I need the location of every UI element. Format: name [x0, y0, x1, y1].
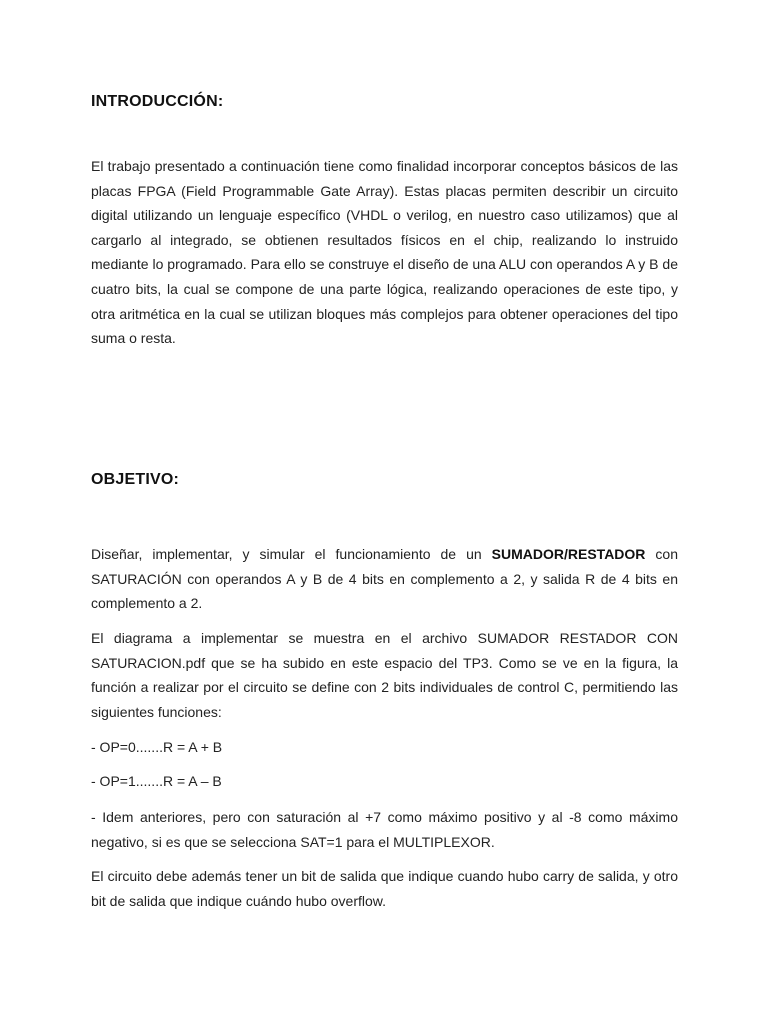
objective-paragraph-2: El diagrama a implementar se muestra en el archivo SUMADOR RESTADOR CON SATURACION.pdf que se ha subido en este espacio del TP3. Como se ve en la figura, la función a realizar por el circuito se define con 2 bits individuales de control C, permitiendo las siguientes funciones: [91, 630, 678, 720]
function-item-add: - OP=0.......R = A + B [91, 739, 223, 755]
function-item-saturation: - Idem anteriores, pero con saturación al +7 como máximo positivo y al -8 como máximo negativo, si es que se selecciona SAT=1 para el MULTIPLEXOR. [91, 809, 678, 850]
objective-p1-text-start: Diseñar, implementar, y simular el funcionamiento de un [91, 546, 492, 562]
objective-p1-text-end: con SATURACIÓN con operandos A y B de 4 bits en complemento a 2, y salida R de 4 bits en complemento a 2. [91, 546, 679, 612]
objective-p1-bold-term: SUMADOR/RESTADOR [491, 546, 646, 562]
intro-paragraph: El trabajo presentado a continuación tiene como finalidad incorporar conceptos básicos de las placas FPGA (Field Programmable Gate Array). Estas placas permiten describir un circuito digital utilizando un lenguaje específico (VHDL o verilog, en nuestro caso utilizamos) que al cargarlo al integrado, se obtienen resultados físicos en el chip, realizando lo instruido mediante lo programado. Para ello se construye el diseño de una ALU con operandos A y B de cuatro bits, la cual se compone de una parte lógica, realizando operaciones de este tipo, y otra aritmética en la cual se utilizan bloques más complejos para obtener operaciones del tipo suma o resta. [91, 158, 678, 347]
objective-paragraph-1 [91, 542, 678, 616]
objective-heading: OBJETIVO: [91, 471, 180, 488]
objective-paragraph-3: El circuito debe además tener un bit de salida que indique cuando hubo carry de salida, y otro bit de salida que indique cuándo hubo overflow. [91, 868, 678, 909]
function-item-subtract: - OP=1.......R = A – B [91, 773, 222, 789]
intro-heading: INTRODUCCIÓN: [91, 93, 224, 110]
